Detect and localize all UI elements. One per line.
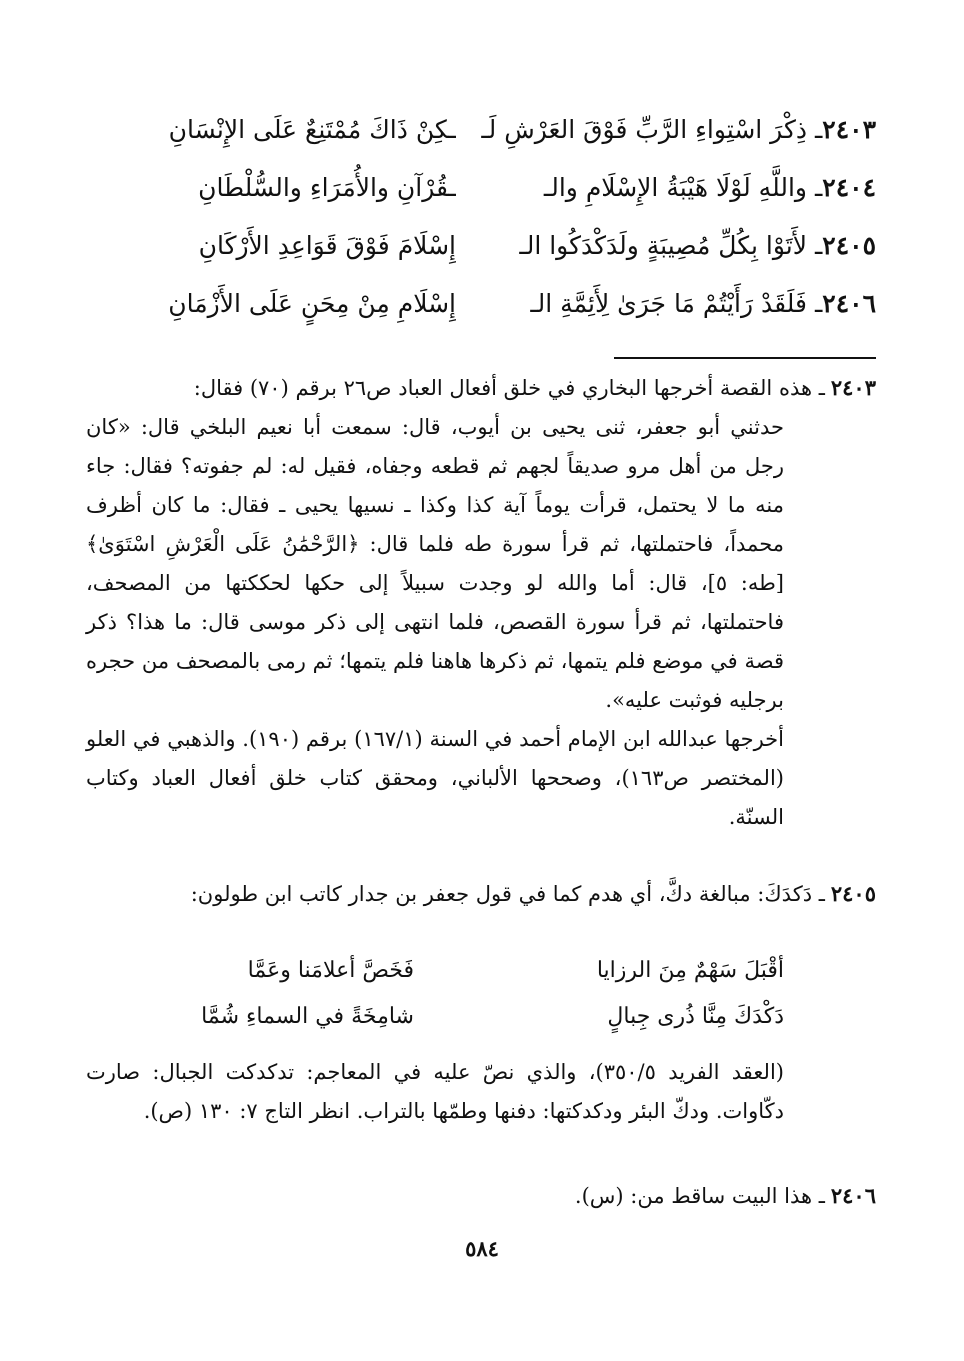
footnote-2406 (86, 1176, 876, 1216)
footnote-number: ٢٤٠٥ (830, 881, 876, 906)
verse-second-hemistich: إِسْلَامِ مِنْ مِحَنٍ عَلَى الأَزْمَانِ (168, 289, 456, 318)
verse-number: ٢٤٠٤ (822, 173, 876, 202)
footnote-body-2: أخرجها عبدالله ابن الإمام أحمد في السنة (١٦٧/١) برقم (١٩٠). والذهبي في العلو (المختصر ص١٦٣)، وصححها الألباني، ومحقق كتاب خلق أفعال العباد وكتاب السنّة. (86, 727, 784, 829)
verse-first-hemistich: ـ لأَتَوْا بِكُلِّ مُصِيبَةٍ ولَدَكْدَكُوا الـ (519, 231, 823, 260)
verse-line (86, 220, 876, 272)
poem-line (84, 950, 784, 992)
verse-line (86, 162, 876, 214)
footnote-2403 (86, 368, 876, 837)
footnote-first-line: ـ دَكدَكَ: مبالغة دكَّ، أي هدم كما في قول جعفر بن جدار كاتب ابن طولون: (190, 882, 825, 906)
page-number: ٥٨٤ (465, 1236, 499, 1261)
footnote-first-line: ـ هذه القصة أخرجها البخاري في خلق أفعال العباد ص٢٦ برقم (٧٠) فقال: (193, 376, 825, 400)
verse-second-hemistich: إِسْلَامَ فَوْقَ قَوَاعِدِ الأَرْكَانِ (198, 231, 456, 260)
footnote-text: ـ هذا البيت ساقط من: (س). (574, 1184, 825, 1208)
verse-first-hemistich: ـ واللَّهِ لَوْلَا هَيْبَةُ الإِسْلَامِ والـ (543, 173, 823, 202)
verse-number: ٢٤٠٥ (822, 231, 876, 260)
poem-line (84, 996, 784, 1038)
verse-line (86, 104, 876, 156)
verse-line (86, 278, 876, 330)
footnote-number: ٢٤٠٣ (830, 375, 876, 400)
verse-number: ٢٤٠٦ (822, 289, 876, 318)
footnote-separator (614, 357, 876, 359)
poem-first-hemistich: أقْبَلَ سَهْمٌ مِنَ الرزايا (596, 958, 784, 983)
verse-number: ٢٤٠٣ (822, 115, 876, 144)
verse-second-hemistich: ـقُرْآنِ والأُمَرَاءِ والسُّلْطَانِ (198, 173, 456, 202)
footnote-number: ٢٤٠٦ (830, 1183, 876, 1208)
footnote-2405 (86, 874, 876, 914)
poem-second-hemistich: شامِخَةً في السماءِ شُمَّا (201, 1004, 414, 1029)
poem-first-hemistich: دَكْدَكَ مِنَّا ذُرى جِبالٍ (607, 1004, 784, 1029)
verse-first-hemistich: ـ ذِكْرَ اسْتِواءِ الرَّبِّ فَوْقَ العَرْشِ لَـ (481, 115, 823, 144)
footnote-body: حدثني أبو جعفر، ثنى يحيى بن أيوب، قال: سمعت أبا نعيم البلخي قال: «كان رجل من أهل مرو صديقاً لجهم ثم قطعه وجفاه، فقيل له: لم جفوته؟ فقال: جاء منه ما لا يحتمل، قرأت يوماً آية كذا وكذا ـ نسيها يحيى ـ فقال: ما كان أظرف محمداً، فاحتملتها، ثم قرأ سورة طه فلما قال: ﴿الرَّحْمَٰنُ عَلَى الْعَرْشِ اسْتَوَىٰ﴾ [طه: ٥]، قال: أما والله لو وجدت سبيلاً إلى حكها لحككتها من المصحف، فاحتملتها، ثم قرأ سورة القصص، فلما انتهى إلى ذكر موسى قال: ما هذا؟ ذكر قصة في موضع فلم يتمها، ثم ذكرها هاهنا فلم يتمها؛ ثم رمى بالمصحف من حجره برجليه فوثبت عليه». (86, 415, 785, 712)
footnote-body: (العقد الفريد ٣٥٠/٥)، والذي نصّ عليه في المعاجم: تدكدكت الجبال: صارت دكّاوات. ودكّ البئر ودكدكتها: دفنها وطمّها بالتراب. انظر التاج ٧: ١٣٠ (ص). (86, 1060, 784, 1123)
verse-first-hemistich: ـ فَلَقَدْ رَأَيْتُمْ مَا جَرَىٰ لِأَئِمَّةِ الـ (530, 289, 823, 318)
verse-second-hemistich: ـكِنْ ذَاكَ مُمْتَنِعٌ عَلَى الإِنْسَانِ (168, 115, 456, 144)
footnote-2405-continuation (86, 1053, 876, 1131)
poem-second-hemistich: فَخَصَّ أعلامَنا وعَمَّا (247, 958, 414, 983)
